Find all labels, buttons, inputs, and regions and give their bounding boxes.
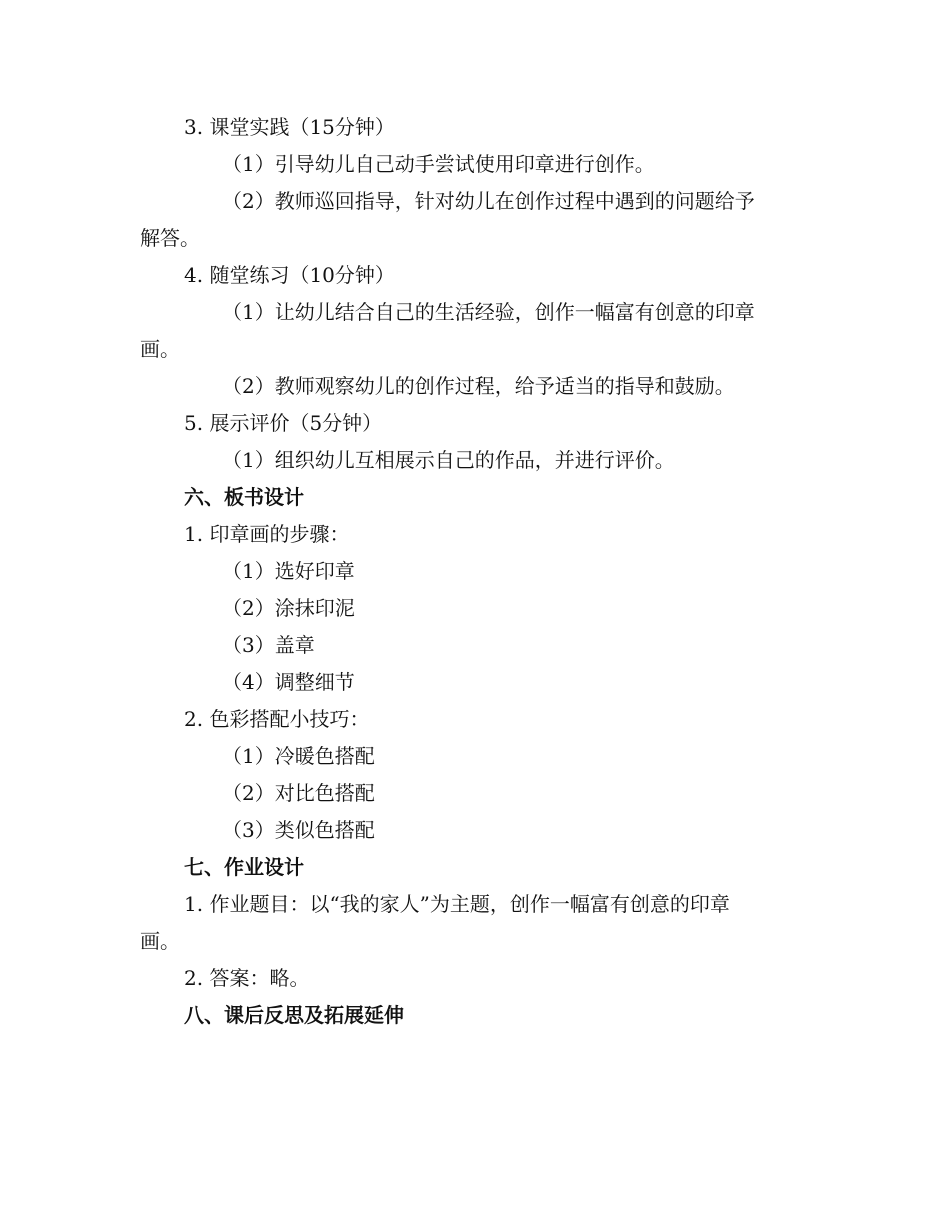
sub-item: （4）调整细节 [222,670,355,694]
sub-item-continuation: 解答。 [140,226,200,250]
section-heading-8: 八、课后反思及拓展延伸 [184,1003,404,1027]
sub-item: （1）引导幼儿自己动手尝试使用印章进行创作。 [222,152,655,176]
sub-item: （1）让幼儿结合自己的生活经验，创作一幅富有创意的印章 [222,300,755,324]
section-item-5: 5. 展示评价（5分钟） [184,411,383,435]
sub-item: （2）教师巡回指导，针对幼儿在创作过程中遇到的问题给予 [222,189,755,213]
section-item-4: 4. 随堂练习（10分钟） [184,263,395,287]
section-heading-7: 七、作业设计 [184,855,304,879]
sub-item: （3）盖章 [222,633,315,657]
list-item: 2. 答案：略。 [184,966,310,990]
sub-item: （1）组织幼儿互相展示自己的作品，并进行评价。 [222,448,675,472]
list-item: 2. 色彩搭配小技巧： [184,707,370,731]
section-heading-6: 六、板书设计 [184,485,304,509]
list-item: 1. 印章画的步骤： [184,522,350,546]
sub-item: （3）类似色搭配 [222,818,375,842]
sub-item: （1）选好印章 [222,559,355,583]
sub-item: （1）冷暖色搭配 [222,744,375,768]
sub-item-continuation: 画。 [140,337,180,361]
sub-item: （2）涂抹印泥 [222,596,355,620]
list-item: 1. 作业题目：以“我的家人”为主题，创作一幅富有创意的印章 [184,892,730,916]
sub-item: （2）教师观察幼儿的创作过程，给予适当的指导和鼓励。 [222,374,735,398]
list-item-continuation: 画。 [140,929,180,953]
section-item-3: 3. 课堂实践（15分钟） [184,115,395,139]
sub-item: （2）对比色搭配 [222,781,375,805]
